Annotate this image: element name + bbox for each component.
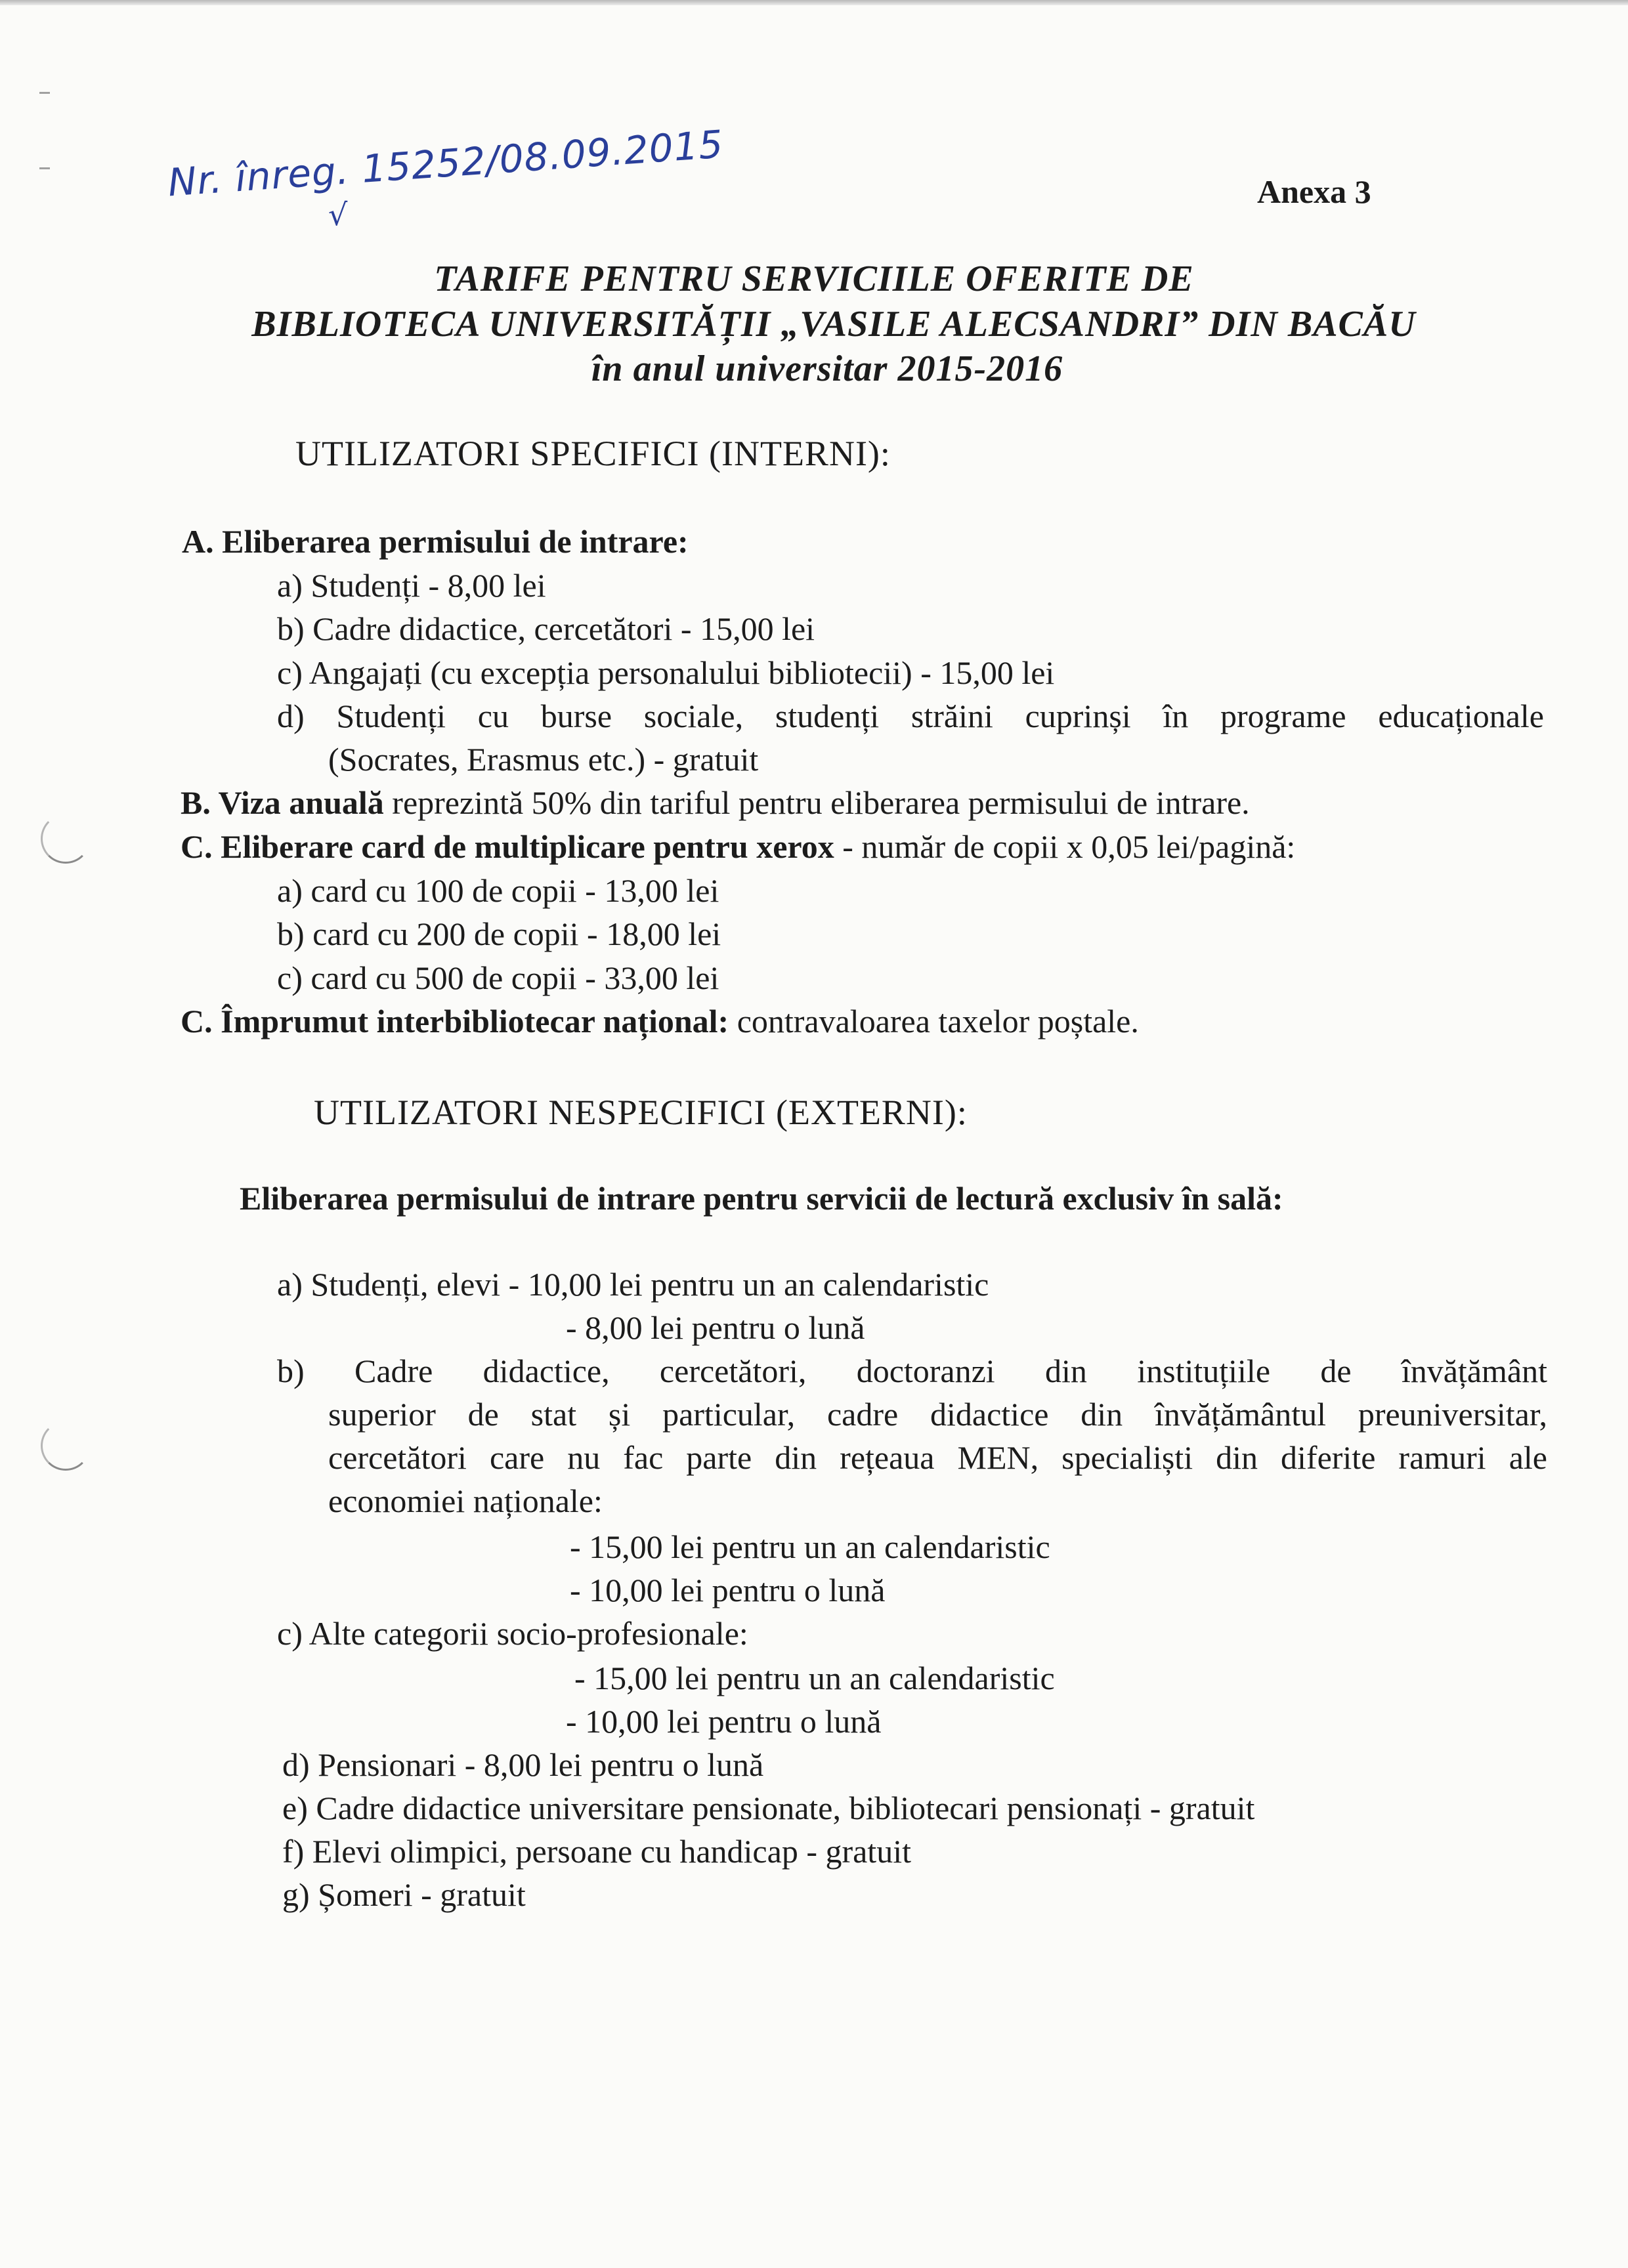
- edge-mark: [39, 167, 50, 169]
- list-item-continuation: economiei naționale:: [328, 1482, 603, 1519]
- list-item: b) card cu 200 de copii - 18,00 lei: [277, 915, 721, 952]
- section-b-paragraph: [181, 784, 1250, 822]
- list-item: c) card cu 500 de copii - 33,00 lei: [277, 959, 719, 996]
- price-line: - 15,00 lei pentru un an calendaristic: [570, 1528, 1050, 1565]
- list-item: c) Alte categorii socio-profesionale:: [277, 1615, 748, 1652]
- annex-label: Anexa 3: [1257, 173, 1371, 210]
- punch-hole-bottom: [41, 1421, 91, 1471]
- scan-top-edge: [0, 0, 1628, 5]
- price-line: - 8,00 lei pentru o lună: [566, 1309, 865, 1346]
- list-item: d) Studenți cu burse sociale, studenți străini cuprinși în programe educaționale: [277, 698, 1544, 734]
- section-c-xerox-paragraph: [181, 828, 1295, 866]
- section-c-xerox-text: - număr de copii x 0,05 lei/pagină:: [834, 828, 1296, 865]
- list-item: a) Studenți - 8,00 lei: [277, 567, 546, 604]
- registration-handwritten-note: Nr. înreg. 15252/08.09.2015: [166, 121, 725, 205]
- section-b-text: reprezintă 50% din tariful pentru eliberarea permisului de intrare.: [383, 784, 1250, 821]
- list-item-continuation: (Socrates, Erasmus etc.) - gratuit: [328, 741, 759, 778]
- section-a-label: A. Eliberarea permisului de intrare:: [182, 523, 689, 560]
- section-b-label: B. Viza anuală: [181, 784, 384, 821]
- check-mark-icon: √: [328, 197, 348, 232]
- list-item-continuation: cercetători care nu fac parte din rețeaua MEN, specialiști din diferite ramuri ale: [328, 1439, 1547, 1476]
- list-item: b) Cadre didactice, cercetători, doctoranzi din instituțiile de învățământ: [277, 1353, 1547, 1389]
- external-subheading: Eliberarea permisului de intrare pentru servicii de lectură exclusiv în sală:: [240, 1180, 1283, 1217]
- list-item: a) Studenți, elevi - 10,00 lei pentru un an calendaristic: [277, 1266, 989, 1303]
- list-item-continuation: superior de stat și particular, cadre didactice din învățământul preuniversitar,: [328, 1396, 1547, 1433]
- list-item: g) Șomeri - gratuit: [282, 1876, 526, 1913]
- title-line-1: TARIFE PENTRU SERVICIILE OFERITE DE: [434, 259, 1194, 299]
- title-line-3: în anul universitar 2015-2016: [591, 348, 1063, 389]
- list-item: c) Angajați (cu excepția personalului bibliotecii) - 15,00 lei: [277, 654, 1055, 691]
- list-item: d) Pensionari - 8,00 lei pentru o lună: [282, 1746, 764, 1783]
- edge-mark: [39, 92, 50, 94]
- list-item: b) Cadre didactice, cercetători - 15,00 lei: [277, 610, 815, 647]
- punch-hole-top: [41, 814, 91, 864]
- section-c-loan-paragraph: [181, 1002, 1139, 1040]
- section-c-loan-text: contravaloarea taxelor poștale.: [729, 1003, 1139, 1040]
- section-c-loan-label: C. Împrumut interbibliotecar național:: [181, 1003, 729, 1040]
- external-users-heading: UTILIZATORI NESPECIFICI (EXTERNI):: [314, 1093, 968, 1132]
- list-item: e) Cadre didactice universitare pensionate, bibliotecari pensionați - gratuit: [282, 1790, 1255, 1826]
- internal-users-heading: UTILIZATORI SPECIFICI (INTERNI):: [295, 434, 891, 473]
- title-line-2: BIBLIOTECA UNIVERSITĂȚII „VASILE ALECSANDRI” DIN BACĂU: [251, 304, 1416, 345]
- price-line: - 10,00 lei pentru o lună: [570, 1572, 886, 1608]
- price-line: - 15,00 lei pentru un an calendaristic: [574, 1660, 1055, 1696]
- price-line: - 10,00 lei pentru o lună: [566, 1703, 882, 1740]
- section-c-xerox-label: C. Eliberare card de multiplicare pentru xerox: [181, 828, 834, 865]
- list-item: f) Elevi olimpici, persoane cu handicap - gratuit: [282, 1833, 911, 1870]
- list-item: a) card cu 100 de copii - 13,00 lei: [277, 872, 719, 909]
